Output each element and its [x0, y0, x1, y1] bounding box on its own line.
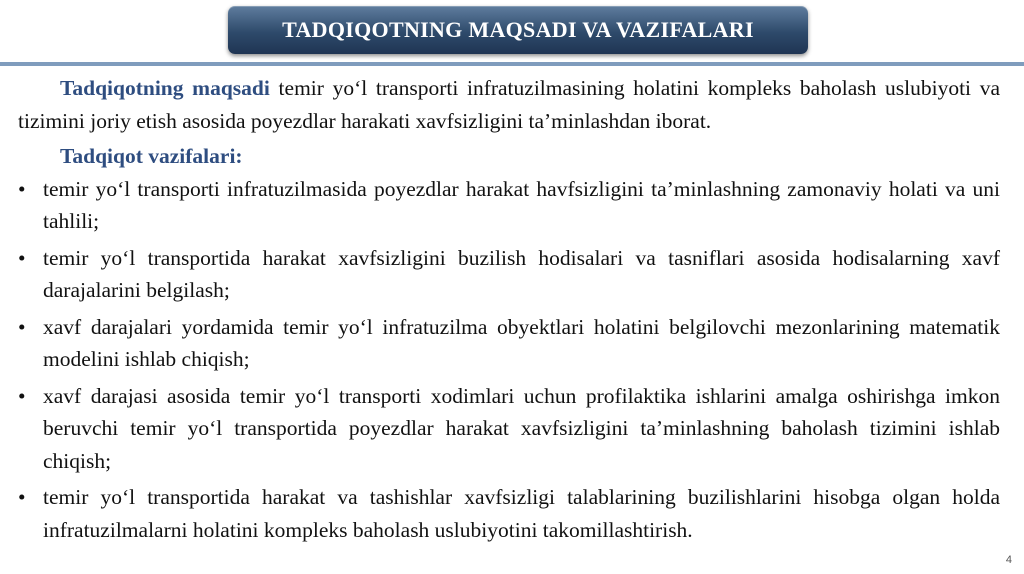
list-item — [18, 173, 1000, 238]
bullet-icon: • — [18, 176, 26, 201]
slide-title: TADQIQOTNING MAQSADI VA VAZIFALARI — [282, 17, 754, 42]
title-banner — [228, 6, 808, 54]
goal-paragraph — [18, 72, 1000, 137]
tasks-heading: Tadqiqot vazifalari: — [60, 144, 243, 168]
goal-heading: Tadqiqotning maqsadi — [60, 76, 270, 100]
list-item — [18, 242, 1000, 307]
task-text: xavf darajalari yordamida temir yo‘l infratuzilma obyektlari holatini belgilovchi mezonlarining matematik modelini ishlab chiqish; — [43, 314, 1000, 371]
bullet-icon: • — [18, 485, 26, 509]
bullet-icon: • — [18, 245, 26, 270]
task-text: xavf darajasi asosida temir yo‘l transporti xodimlari uchun profilaktika ishlarini amalga oshirishga imkon beruvchi temir yo‘l transportida poyezdlar harakat xavfsizligini ta’minlashning baholash tizimini ishlab chiqish; — [43, 383, 1000, 473]
header-divider — [0, 62, 1024, 66]
page-number: 4 — [1005, 554, 1012, 566]
goal-text: temir yo‘l transporti infratuzilmasining holatini kompleks baholash uslubiyoti va tizimini joriy etish asosida poyezdlar harakati xavfsizligini ta’minlashdan iborat. — [18, 76, 1001, 133]
task-text: temir yo‘l transportida harakat va tashishlar xavfsizligi talablarining buzilishlarini hisobga olgan holda infratuzilmalarni holatini kompleks baholash uslubiyotini takomillashtirish. — [43, 485, 1000, 542]
list-item — [18, 380, 1000, 478]
slide-content — [18, 72, 1000, 550]
bullet-icon: • — [18, 383, 26, 408]
list-item — [18, 481, 1000, 546]
tasks-list — [18, 173, 1000, 547]
bullet-icon: • — [18, 314, 26, 339]
list-item — [18, 311, 1000, 376]
task-text: temir yo‘l transportida harakat xavfsizligini buzilish hodisalari va tasniflari asosida hodisalarning xavf darajalarini belgilash; — [43, 245, 1000, 302]
task-text: temir yo‘l transporti infratuzilmasida poyezdlar harakat havfsizligini ta’minlashning zamonaviy holati va uni tahlili; — [43, 176, 1000, 233]
